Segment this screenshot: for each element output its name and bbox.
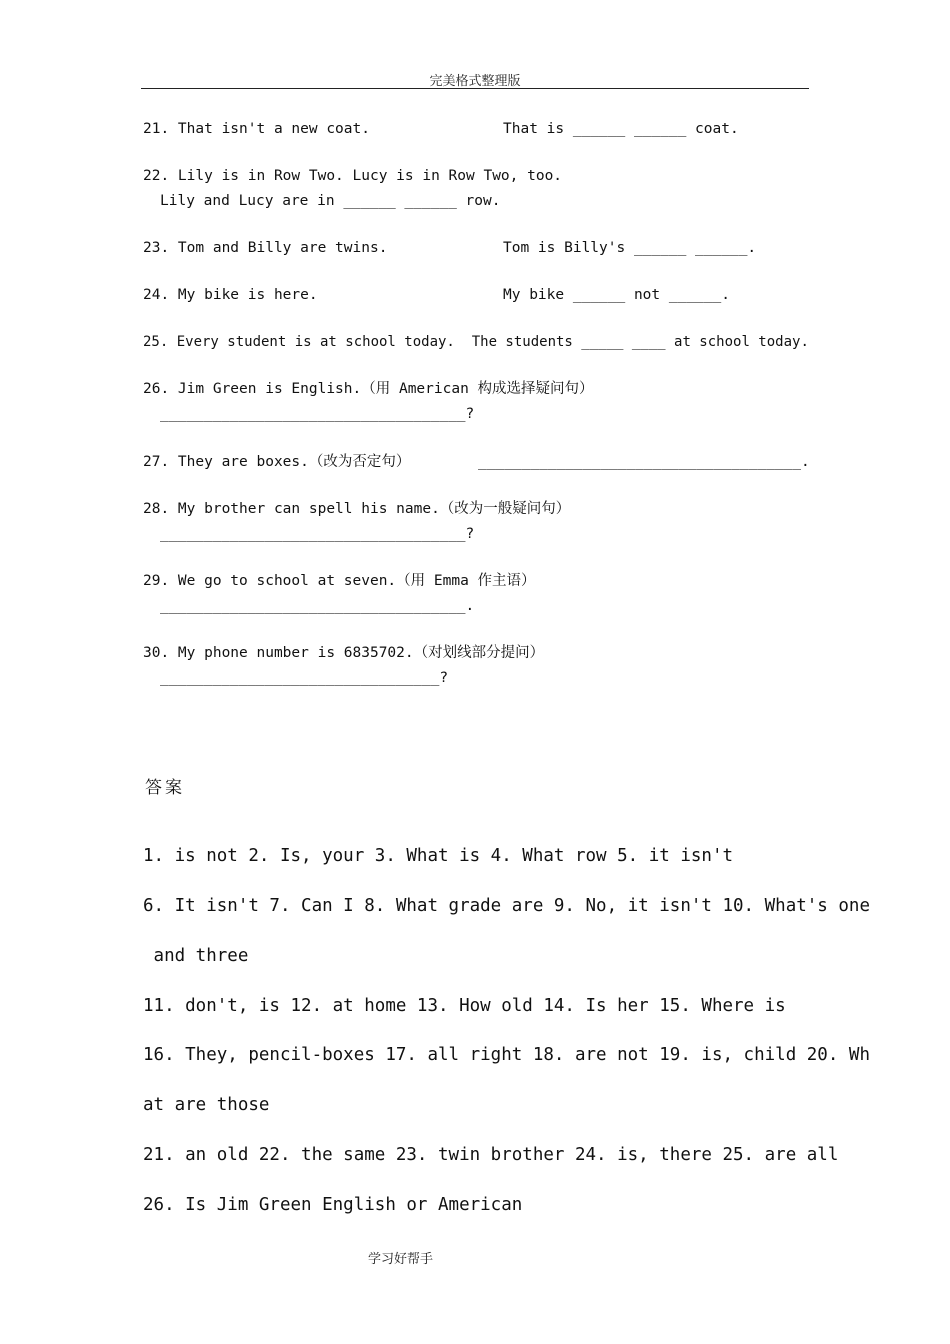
answer-line: 11. don't, is 12. at home 13. How old 14. Is her 15. Where is xyxy=(143,996,786,1016)
question-23-answer-blank: Tom is Billy's ______ ______. xyxy=(503,240,757,256)
question-26-answer-line: ___________________________________? xyxy=(160,406,475,422)
question-24-statement: 24. My bike is here. xyxy=(143,287,318,303)
page-header: 完美格式整理版 xyxy=(429,74,521,89)
question-28-answer-line: ___________________________________? xyxy=(160,526,475,542)
answer-line: 1. is not 2. Is, your 3. What is 4. What row 5. it isn't xyxy=(143,846,734,866)
question-30-statement: 30. My phone number is 6835702.（对划线部分提问） xyxy=(143,645,545,661)
question-22-statement: 22. Lily is in Row Two. Lucy is in Row Two, too. xyxy=(143,168,563,184)
question-26-statement: 26. Jim Green is English.（用 American 构成选择疑问句） xyxy=(143,381,594,397)
question-21-answer-blank: That is ______ ______ coat. xyxy=(503,121,739,137)
question-27-statement: 27. They are boxes.（改为否定句） xyxy=(143,454,411,470)
question-24-answer-blank: My bike ______ not ______. xyxy=(503,287,730,303)
question-30-answer-line: ________________________________? xyxy=(160,670,449,686)
answer-line: at are those xyxy=(143,1095,270,1115)
answer-line: 26. Is Jim Green English or American xyxy=(143,1195,523,1215)
answers-title: 答案 xyxy=(145,778,185,798)
question-21-statement: 21. That isn't a new coat. xyxy=(143,121,370,137)
question-29-statement: 29. We go to school at seven.（用 Emma 作主语） xyxy=(143,573,536,589)
answer-line: 16. They, pencil-boxes 17. all right 18. are not 19. is, child 20. Wh xyxy=(143,1045,870,1065)
question-25: 25. Every student is at school today. The students _____ ____ at school today. xyxy=(143,334,809,350)
answer-line: and three xyxy=(143,946,249,966)
question-22-answer-blank: Lily and Lucy are in ______ ______ row. xyxy=(160,193,501,209)
header-rule xyxy=(141,88,809,89)
question-23-statement: 23. Tom and Billy are twins. xyxy=(143,240,388,256)
page-footer: 学习好帮手 xyxy=(368,1252,434,1267)
question-28-statement: 28. My brother can spell his name.（改为一般疑问句） xyxy=(143,501,571,517)
answer-line: 6. It isn't 7. Can I 8. What grade are 9. No, it isn't 10. What's one xyxy=(143,896,870,916)
answer-line: 21. an old 22. the same 23. twin brother 24. is, there 25. are all xyxy=(143,1145,839,1165)
question-27-answer-line: _____________________________________. xyxy=(478,454,810,470)
question-29-answer-line: ___________________________________. xyxy=(160,598,475,614)
